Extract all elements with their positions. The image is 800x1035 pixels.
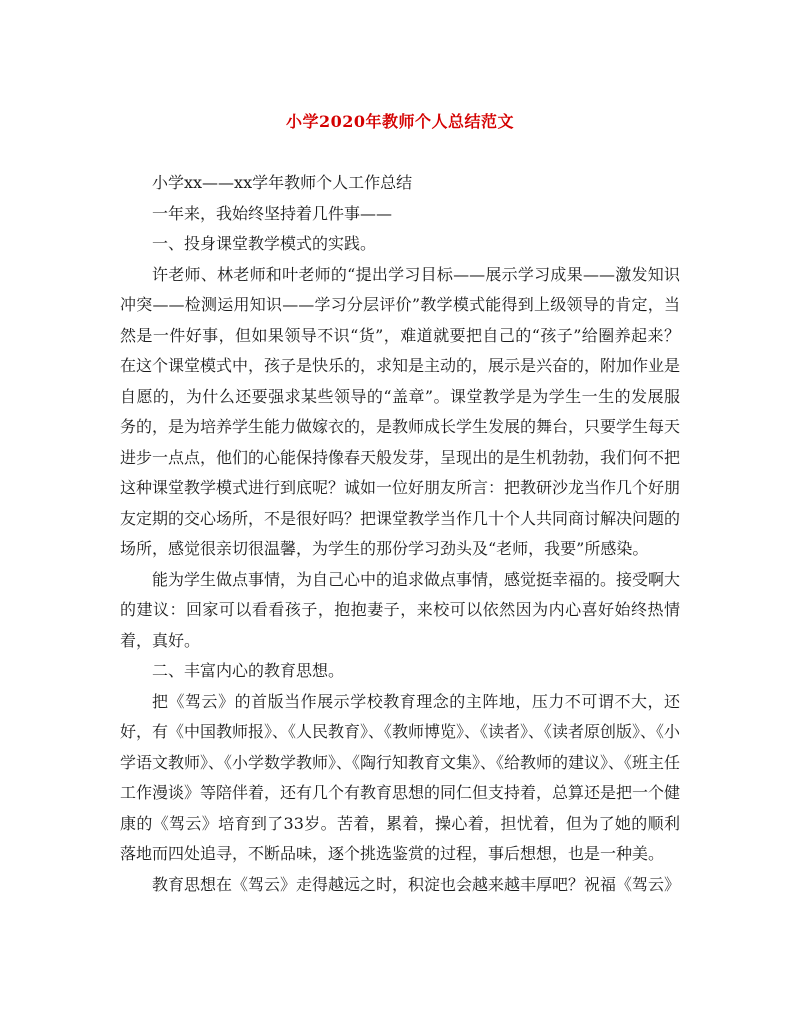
paragraph: 一年来，我始终坚持着几件事—— [152, 203, 393, 223]
paragraph: 许老师、林老师和叶老师的“提出学习目标——展示学习成果——激发知识冲突——检测运用知识——学习分层评价”教学模式能得到上级领导的肯定，当然是一件好事，但如果领导不识“货”，难道就要把自己的“孩子”给圈养起来？在这个课堂模式中，孩子是快乐的，求知是主动的，展示是兴奋的，附加作业是自愿的，为什么还要强求某些领导的“盖章”。课堂教学是为学生一生的发展服务的，是为培养学生能力做嫁衣的，是教师成长学生发展的舞台，只要学生每天进步一点点，他们的心能保持像春天般发芽，呈现出的是生机勃勃，我们何不把这种课堂教学模式进行到底呢？诚如一位好朋友所言：把教研沙龙当作几个好朋友定期的交心场所，不是很好吗？把课堂教学当作几十个人共同商讨解决问题的场所，感觉很亲切很温馨，为学生的那份学习劲头及“老师，我要”所感染。 [120, 264, 681, 558]
paragraph: 教育思想在《驾云》走得越远之时，积淀也会越来越丰厚吧？祝福《驾云》 [152, 874, 681, 894]
paragraph: 一、投身课堂教学模式的实践。 [152, 234, 377, 253]
document-body [120, 168, 680, 900]
paragraph: 能为学生做点事情，为自己心中的追求做点事情，感觉挺幸福的。接受啊大的建议：回家可以看看孩子，抱抱妻子，来校可以依然因为内心喜好始终热情着，真好。 [120, 569, 681, 650]
paragraph: 小学xx——xx学年教师个人工作总结 [152, 173, 413, 192]
document-title: 小学2020年教师个人总结范文 [285, 112, 515, 131]
paragraph: 把《驾云》的首版当作展示学校教育理念的主阵地，压力不可谓不大，还好，有《中国教师报》、《人民教育》、《教师博览》、《读者》、《读者原创版》、《小学语文教师》、《小学数学教师》、《陶行知教育文集》、《给教师的建议》、《班主任工作漫谈》等陪伴着，还有几个有教育思想的同仁但支持着，总算还是把一个健康的《驾云》培育到了33岁。苦着，累着，操心着，担忧着，但为了她的顺利落地而四处追寻，不断品味，逐个挑选鉴赏的过程，事后想想，也是一种美。 [120, 691, 681, 863]
paragraph: 二、丰富内心的教育思想。 [152, 661, 345, 680]
